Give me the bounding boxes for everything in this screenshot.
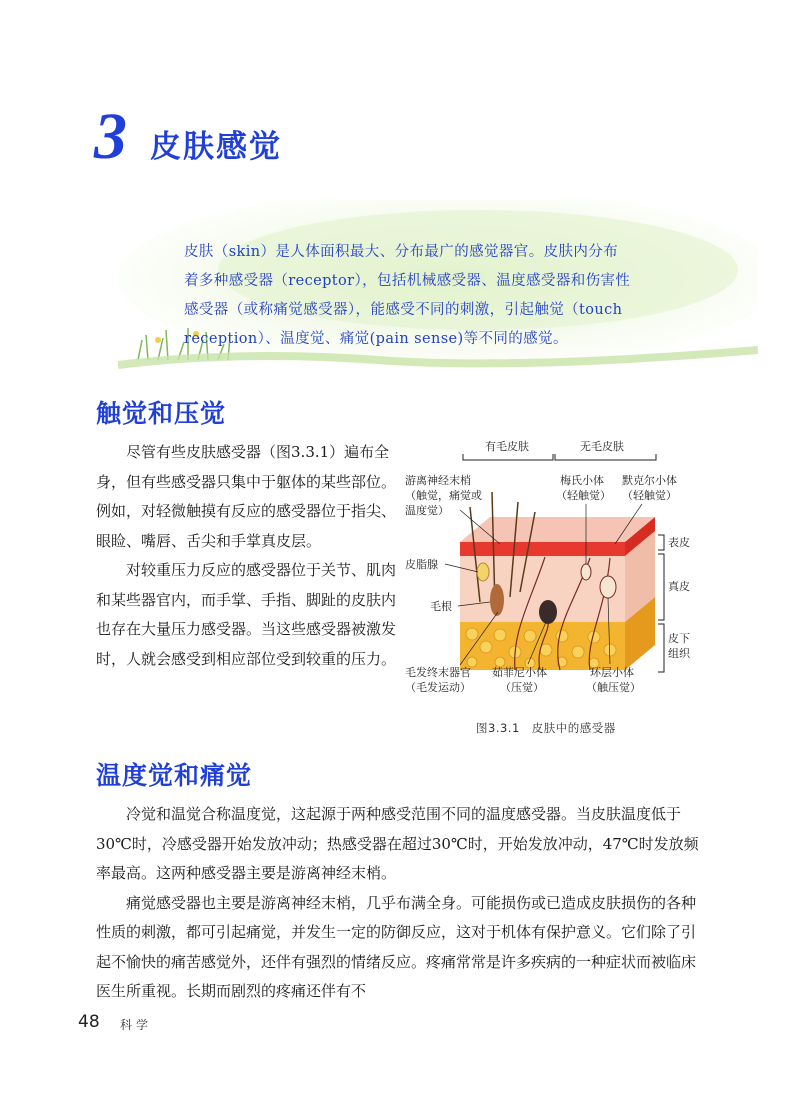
label-merkel: （轻触觉） bbox=[622, 489, 677, 502]
label-epidermis: 表皮 bbox=[668, 536, 690, 549]
label-free-nerve: 温度觉） bbox=[405, 504, 449, 517]
label-merkel: 默克尔小体 bbox=[622, 474, 677, 487]
section-body-touch-pressure bbox=[96, 438, 396, 674]
label-hairy-skin: 有毛皮肤 bbox=[485, 440, 529, 453]
chapter-number: 3 bbox=[94, 100, 127, 173]
paragraph: 冷觉和温觉合称温度觉，这起源于两种感受范围不同的温度感受器。当皮肤温度低于30℃时，冷感受器开始发放冲动；热感受器在超过30℃时，开始发放冲动，47℃时发放频率最高。这两种感受器主要是游离神经末梢。 bbox=[96, 805, 699, 882]
label-pacinian: （触压觉） bbox=[586, 681, 641, 694]
page-number: 48 bbox=[78, 1012, 100, 1032]
label-free-nerve: 游离神经末梢 bbox=[405, 474, 471, 487]
label-hairless-skin: 无毛皮肤 bbox=[580, 440, 624, 453]
paragraph: 尽管有些皮肤感受器（图3.3.1）遍布全身，但有些感受器只集中于躯体的某些部位。例如，对轻微触摸有反应的感受器位于指尖、眼睑、嘴唇、舌尖和手掌真皮层。 bbox=[96, 443, 397, 550]
label-meissner: 梅氏小体 bbox=[560, 474, 604, 487]
intro-paragraph: 皮肤（skin）是人体面积最大、分布最广的感觉器官。皮肤内分布着多种感受器（receptor），包括机械感受器、温度感受器和伤害性感受器（或称痛觉感受器），能感受不同的刺激，引起触觉（touch reception）、温度觉、痛觉(pain sense)等不同的感觉。 bbox=[184, 244, 631, 347]
book-name: 科学 bbox=[120, 1018, 153, 1032]
label-subcutis: 皮下 bbox=[668, 632, 690, 645]
label-hair-end-organ: （毛发运动） bbox=[405, 681, 471, 694]
section-heading-temperature-pain: 温度觉和痛觉 bbox=[96, 761, 253, 790]
section-heading-touch-pressure: 触觉和压觉 bbox=[96, 399, 227, 428]
label-hair-end-organ: 毛发终末器官 bbox=[405, 666, 471, 679]
label-ruffini: （压觉） bbox=[500, 681, 544, 694]
label-dermis: 真皮 bbox=[668, 580, 690, 593]
label-meissner: （轻触觉） bbox=[556, 489, 611, 502]
label-sebaceous: 皮脂腺 bbox=[405, 558, 438, 571]
skin-cross-section bbox=[460, 492, 655, 670]
section-body-temperature-pain bbox=[96, 800, 708, 1007]
paragraph: 痛觉感受器也主要是游离神经末梢，几乎布满全身。可能损伤或已造成皮肤损伤的各种性质的刺激，都可引起痛觉，并发生一定的防御反应，这对于机体有保护意义。它们除了引起不愉快的痛苦感觉外，还伴有强烈的情绪反应。疼痛常常是许多疾病的一种症状而被临床医生所重视。长期而剧烈的疼痛还伴有不 bbox=[96, 893, 697, 1000]
chapter-title: 皮肤感觉 bbox=[150, 129, 282, 165]
skin-receptor-figure bbox=[400, 432, 700, 707]
paragraph: 对较重压力反应的感受器位于关节、肌肉和某些器官内，而手掌、手指、脚趾的皮肤内也存在大量压力感受器。当这些感受器被激发时，人就会感受到相应部位受到较重的压力。 bbox=[96, 561, 397, 668]
figure-caption: 图3.3.1 皮肤中的感受器 bbox=[476, 721, 616, 735]
label-subcutis: 组织 bbox=[668, 647, 690, 660]
label-ruffini: 茹菲尼小体 bbox=[492, 666, 547, 679]
label-hair-root: 毛根 bbox=[430, 600, 452, 613]
label-pacinian: 环层小体 bbox=[590, 666, 634, 679]
label-free-nerve: （触觉，痛觉或 bbox=[405, 489, 482, 502]
